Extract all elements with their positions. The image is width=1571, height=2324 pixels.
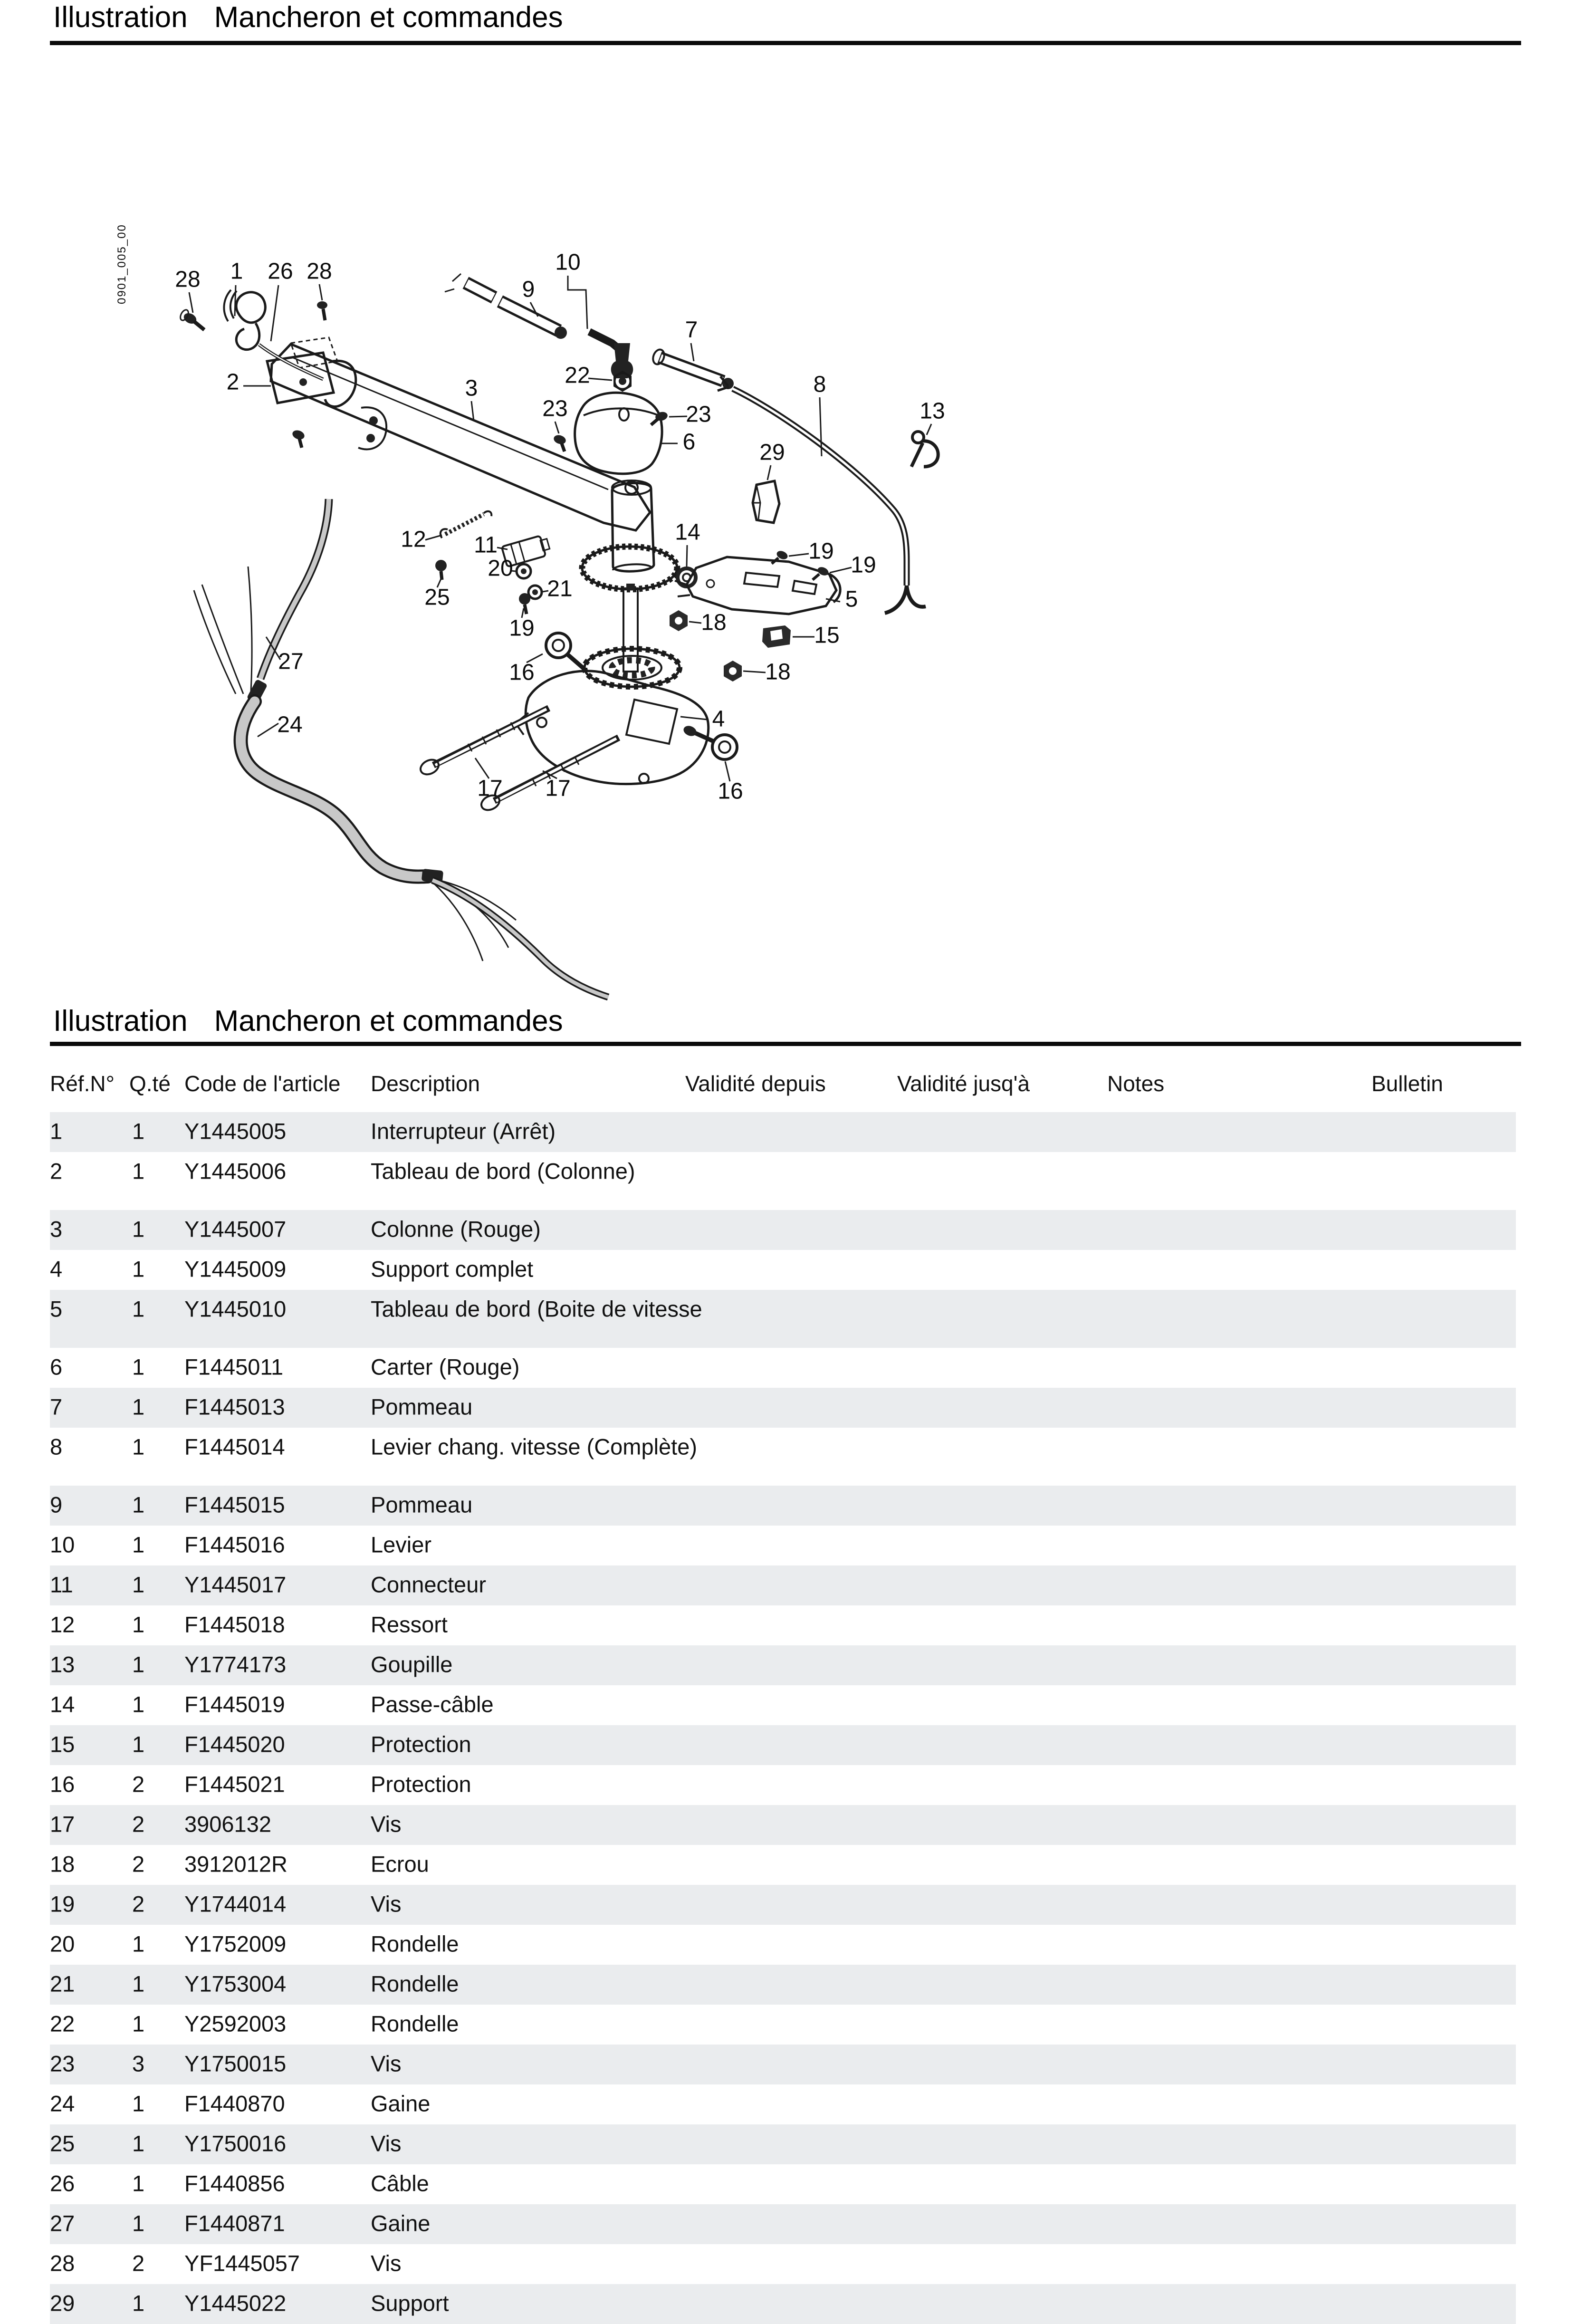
ref-cell: 14 (50, 1691, 75, 1717)
table-row (50, 1805, 1516, 1845)
support-29 (753, 481, 779, 523)
part-label: 28 (307, 259, 332, 284)
desc-cell: Rondelle (371, 1971, 459, 1997)
qty-cell: 1 (132, 2131, 145, 2156)
screw-28 (179, 308, 204, 330)
table-row (50, 1565, 1516, 1605)
table-row (50, 1290, 1516, 1330)
table-row (50, 1486, 1516, 1526)
code-cell: 3906132 (184, 1811, 271, 1837)
title-rule-top (50, 41, 1521, 45)
ref-cell: 6 (50, 1354, 63, 1380)
table-row (50, 1526, 1516, 1565)
ref-cell: 19 (50, 1891, 75, 1917)
table-rows (50, 1112, 1516, 2324)
long-screw (479, 738, 619, 813)
part-label: 9 (522, 277, 535, 302)
qty-cell: 1 (132, 1572, 145, 1597)
ref-cell: 22 (50, 2011, 75, 2036)
part-label: 7 (685, 317, 698, 343)
code-cell: Y1750015 (184, 2051, 287, 2076)
part-label: 25 (424, 585, 450, 610)
table-row (50, 2084, 1516, 2124)
table-row (50, 1112, 1516, 1152)
part-label: 3 (465, 375, 478, 401)
ref-cell: 11 (50, 1572, 73, 1597)
table-row (50, 1765, 1516, 1805)
part-label: 16 (509, 660, 535, 685)
part-label: 18 (765, 659, 791, 685)
qty-cell: 1 (132, 2290, 145, 2316)
qty-cell: 3 (132, 2051, 145, 2076)
ref-cell: 18 (50, 1851, 75, 1877)
ring-bolt (546, 633, 584, 669)
ref-cell: 9 (50, 1492, 63, 1517)
desc-cell: Passe-câble (371, 1691, 494, 1717)
col-qty-header: Q.té (129, 1071, 171, 1096)
desc-cell: Gaine (371, 2210, 431, 2236)
screw-19 (519, 593, 530, 614)
qty-cell: 1 (132, 2011, 145, 2036)
table-row (50, 2045, 1516, 2084)
handle-lever (224, 290, 265, 350)
qty-cell: 1 (132, 2210, 145, 2236)
table-row (50, 2244, 1516, 2284)
part-label: 12 (401, 527, 426, 552)
screw-19 (813, 566, 830, 580)
code-cell: Y1445006 (184, 1158, 287, 1184)
code-cell: F1440856 (184, 2170, 285, 2196)
code-cell: F1445016 (184, 1532, 285, 1557)
code-cell: Y1445005 (184, 1118, 287, 1144)
part-label: 22 (565, 363, 590, 388)
ref-cell: 27 (50, 2210, 75, 2236)
ref-cell: 13 (50, 1652, 75, 1677)
title-prefix: Illustration (53, 1, 188, 34)
ref-cell: 10 (50, 1532, 75, 1557)
ref-cell: 17 (50, 1811, 75, 1837)
part-label: 17 (477, 776, 503, 801)
table-row (50, 1645, 1516, 1685)
desc-cell: Pommeau (371, 1492, 473, 1517)
desc-cell: Interrupteur (Arrêt) (371, 1118, 556, 1144)
long-screw (418, 708, 549, 777)
desc-cell: Connecteur (371, 1572, 486, 1597)
qty-cell: 1 (132, 1354, 145, 1380)
part-label: 14 (675, 519, 700, 545)
desc-cell: Protection (371, 1771, 471, 1797)
desc-cell: Pommeau (371, 1394, 473, 1420)
ref-cell: 1 (50, 1118, 63, 1144)
table-row (50, 1428, 1516, 1468)
part-label: 5 (845, 586, 858, 612)
ref-cell: 20 (50, 1931, 75, 1957)
table-row (50, 2164, 1516, 2204)
qty-cell: 1 (132, 1691, 145, 1717)
part-label: 24 (277, 712, 303, 738)
code-cell: Y1445022 (184, 2290, 287, 2316)
desc-cell: Vis (371, 1891, 402, 1917)
code-cell: Y1752009 (184, 1931, 287, 1957)
switch-box (267, 337, 356, 407)
wire-harness (194, 499, 608, 997)
crescent-gear (582, 547, 677, 589)
desc-cell: Vis (371, 2131, 402, 2156)
part-label: 17 (545, 776, 571, 801)
ref-cell: 2 (50, 1158, 63, 1184)
code-cell: F1445011 (184, 1354, 284, 1380)
gearbox-plate-5 (675, 557, 840, 614)
table-row (50, 1845, 1516, 1885)
desc-cell: Goupille (371, 1652, 453, 1677)
title-main: Mancheron et commandes (214, 1005, 563, 1037)
part-label: 10 (555, 250, 581, 275)
screw-23 (291, 429, 306, 448)
desc-cell: Tableau de bord (Colonne) (371, 1158, 635, 1184)
qty-cell: 1 (132, 1118, 145, 1144)
rod-9 (445, 274, 567, 339)
protection-15 (762, 625, 791, 648)
desc-cell: Support (371, 2290, 449, 2316)
qty-cell: 1 (132, 1931, 145, 1957)
desc-cell: Gaine (371, 2091, 431, 2116)
code-cell: F1445013 (184, 1394, 285, 1420)
group-spacer (50, 1468, 1516, 1486)
leader-lines (189, 276, 931, 781)
col-ref-header: Réf.N° (50, 1071, 115, 1096)
part-label: 6 (682, 429, 696, 455)
ref-cell: 7 (50, 1394, 63, 1420)
code-cell: Y1445007 (184, 1216, 287, 1242)
code-cell: Y1744014 (184, 1891, 287, 1917)
ref-cell: 16 (50, 1771, 75, 1797)
title-rule-bottom (50, 1042, 1521, 1046)
part-label: 16 (718, 778, 743, 804)
part-label: 20 (488, 556, 513, 581)
part-label: 15 (814, 623, 840, 648)
table-row (50, 1965, 1516, 2005)
qty-cell: 1 (132, 1532, 145, 1557)
desc-cell: Levier (371, 1532, 432, 1557)
code-cell: F1445014 (184, 1434, 285, 1460)
qty-cell: 1 (132, 1492, 145, 1517)
code-cell: Y1445010 (184, 1296, 287, 1322)
desc-cell: Vis (371, 2250, 402, 2276)
nut-18 (670, 610, 688, 631)
code-cell: Y1774173 (184, 1652, 287, 1677)
code-cell: F1445018 (184, 1612, 285, 1637)
screw-25 (435, 560, 447, 580)
page-title-bottom (53, 1005, 563, 1038)
ref-cell: 4 (50, 1256, 63, 1282)
qty-cell: 2 (132, 1771, 145, 1797)
qty-cell: 1 (132, 1296, 145, 1322)
table-row (50, 2204, 1516, 2244)
code-cell: F1445020 (184, 1731, 285, 1757)
part-label: 29 (759, 440, 785, 465)
screw-23 (553, 433, 567, 451)
desc-cell: Vis (371, 1811, 402, 1837)
desc-cell: Support complet (371, 1256, 534, 1282)
ref-cell: 21 (50, 1971, 75, 1997)
table-header (50, 1071, 1521, 1099)
drawing-number: 0901_005_00 (115, 224, 128, 304)
part-label: 19 (808, 538, 834, 564)
part-label: 1 (230, 259, 243, 284)
table-row (50, 1250, 1516, 1290)
desc-cell: Vis (371, 2051, 402, 2076)
carter-shield (575, 393, 662, 473)
table-row (50, 1210, 1516, 1250)
ref-cell: 25 (50, 2131, 75, 2156)
ref-cell: 8 (50, 1434, 63, 1460)
part-label: 2 (226, 369, 239, 395)
qty-cell: 1 (132, 1256, 145, 1282)
col-notes-header: Notes (1107, 1071, 1165, 1096)
part-label: 4 (712, 706, 725, 732)
desc-cell: Tableau de bord (Boite de vitesse (371, 1296, 702, 1322)
group-spacer (50, 1192, 1516, 1210)
qty-cell: 1 (132, 1394, 145, 1420)
code-cell: Y1445009 (184, 1256, 287, 1282)
code-cell: F1440870 (184, 2091, 285, 2116)
part-label: 18 (701, 610, 727, 635)
qty-cell: 1 (132, 1434, 145, 1460)
ref-cell: 23 (50, 2051, 75, 2076)
code-cell: F1445015 (184, 1492, 285, 1517)
col-valid-to-header: Validité jusq'à (897, 1071, 1030, 1096)
table-row (50, 2124, 1516, 2164)
exploded-diagram (114, 219, 979, 1008)
qty-cell: 1 (132, 1652, 145, 1677)
qty-cell: 1 (132, 1216, 145, 1242)
desc-cell: Ressort (371, 1612, 448, 1637)
washer-21 (528, 586, 542, 599)
title-prefix: Illustration (53, 1005, 188, 1037)
pin-13 (911, 432, 938, 467)
desc-cell: Rondelle (371, 2011, 459, 2036)
qty-cell: 2 (132, 2250, 145, 2276)
title-main: Mancheron et commandes (214, 1, 563, 34)
washer-20 (517, 564, 531, 578)
ref-cell: 5 (50, 1296, 63, 1322)
code-cell: 3912012R (184, 1851, 287, 1877)
gear-lever-rod-8 (718, 376, 926, 613)
ref-cell: 26 (50, 2170, 75, 2196)
part-label: 21 (547, 576, 573, 602)
desc-cell: Levier chang. vitesse (Complète) (371, 1434, 698, 1460)
table-row (50, 1348, 1516, 1388)
screw-28 (317, 301, 327, 320)
part-label: 23 (686, 402, 711, 427)
code-cell: Y2592003 (184, 2011, 287, 2036)
part-label: 19 (851, 552, 876, 578)
ref-cell: 28 (50, 2250, 75, 2276)
qty-cell: 1 (132, 1158, 145, 1184)
qty-cell: 2 (132, 1811, 145, 1837)
code-cell: F1445019 (184, 1691, 285, 1717)
ref-cell: 3 (50, 1216, 63, 1242)
qty-cell: 1 (132, 1731, 145, 1757)
group-spacer (50, 1330, 1516, 1348)
table-row (50, 1685, 1516, 1725)
code-cell: F1440871 (184, 2210, 285, 2236)
code-cell: F1445021 (184, 1771, 285, 1797)
desc-cell: Rondelle (371, 1931, 459, 1957)
table-row (50, 2005, 1516, 2045)
ref-cell: 24 (50, 2091, 75, 2116)
ref-cell: 12 (50, 1612, 75, 1637)
code-cell: Y1445017 (184, 1572, 287, 1597)
qty-cell: 1 (132, 1971, 145, 1997)
part-label: 8 (813, 372, 826, 397)
part-label: 23 (542, 396, 568, 422)
code-cell: YF1445057 (184, 2250, 300, 2276)
col-valid-from-header: Validité depuis (685, 1071, 826, 1096)
ref-cell: 29 (50, 2290, 75, 2316)
code-cell: Y1753004 (184, 1971, 287, 1997)
desc-cell: Carter (Rouge) (371, 1354, 520, 1380)
table-row (50, 1925, 1516, 1965)
table-row (50, 1388, 1516, 1428)
table-row (50, 2284, 1516, 2324)
table-row (50, 1885, 1516, 1925)
part-label: 26 (268, 259, 293, 284)
page-title-top (53, 1, 563, 34)
nut-18 (724, 661, 742, 682)
support-casting (516, 671, 709, 784)
part-label: 27 (278, 649, 304, 674)
col-bulletin-header: Bulletin (1371, 1071, 1443, 1096)
lever-rod-10 (589, 332, 633, 378)
table-row (50, 1605, 1516, 1645)
ref-cell: 15 (50, 1731, 75, 1757)
part-label: 19 (509, 615, 535, 641)
table-row (50, 1152, 1516, 1192)
part-label: 13 (920, 398, 945, 424)
desc-cell: Colonne (Rouge) (371, 1216, 541, 1242)
col-code-header: Code de l'article (184, 1071, 341, 1096)
qty-cell: 1 (132, 1612, 145, 1637)
table-row (50, 1725, 1516, 1765)
desc-cell: Ecrou (371, 1851, 429, 1877)
desc-cell: Protection (371, 1731, 471, 1757)
qty-cell: 1 (132, 2170, 145, 2196)
part-label: 11 (474, 532, 498, 558)
code-cell: Y1750016 (184, 2131, 287, 2156)
qty-cell: 2 (132, 1851, 145, 1877)
desc-cell: Câble (371, 2170, 429, 2196)
col-desc-header: Description (371, 1071, 480, 1096)
qty-cell: 1 (132, 2091, 145, 2116)
part-label: 28 (175, 267, 201, 292)
qty-cell: 2 (132, 1891, 145, 1917)
